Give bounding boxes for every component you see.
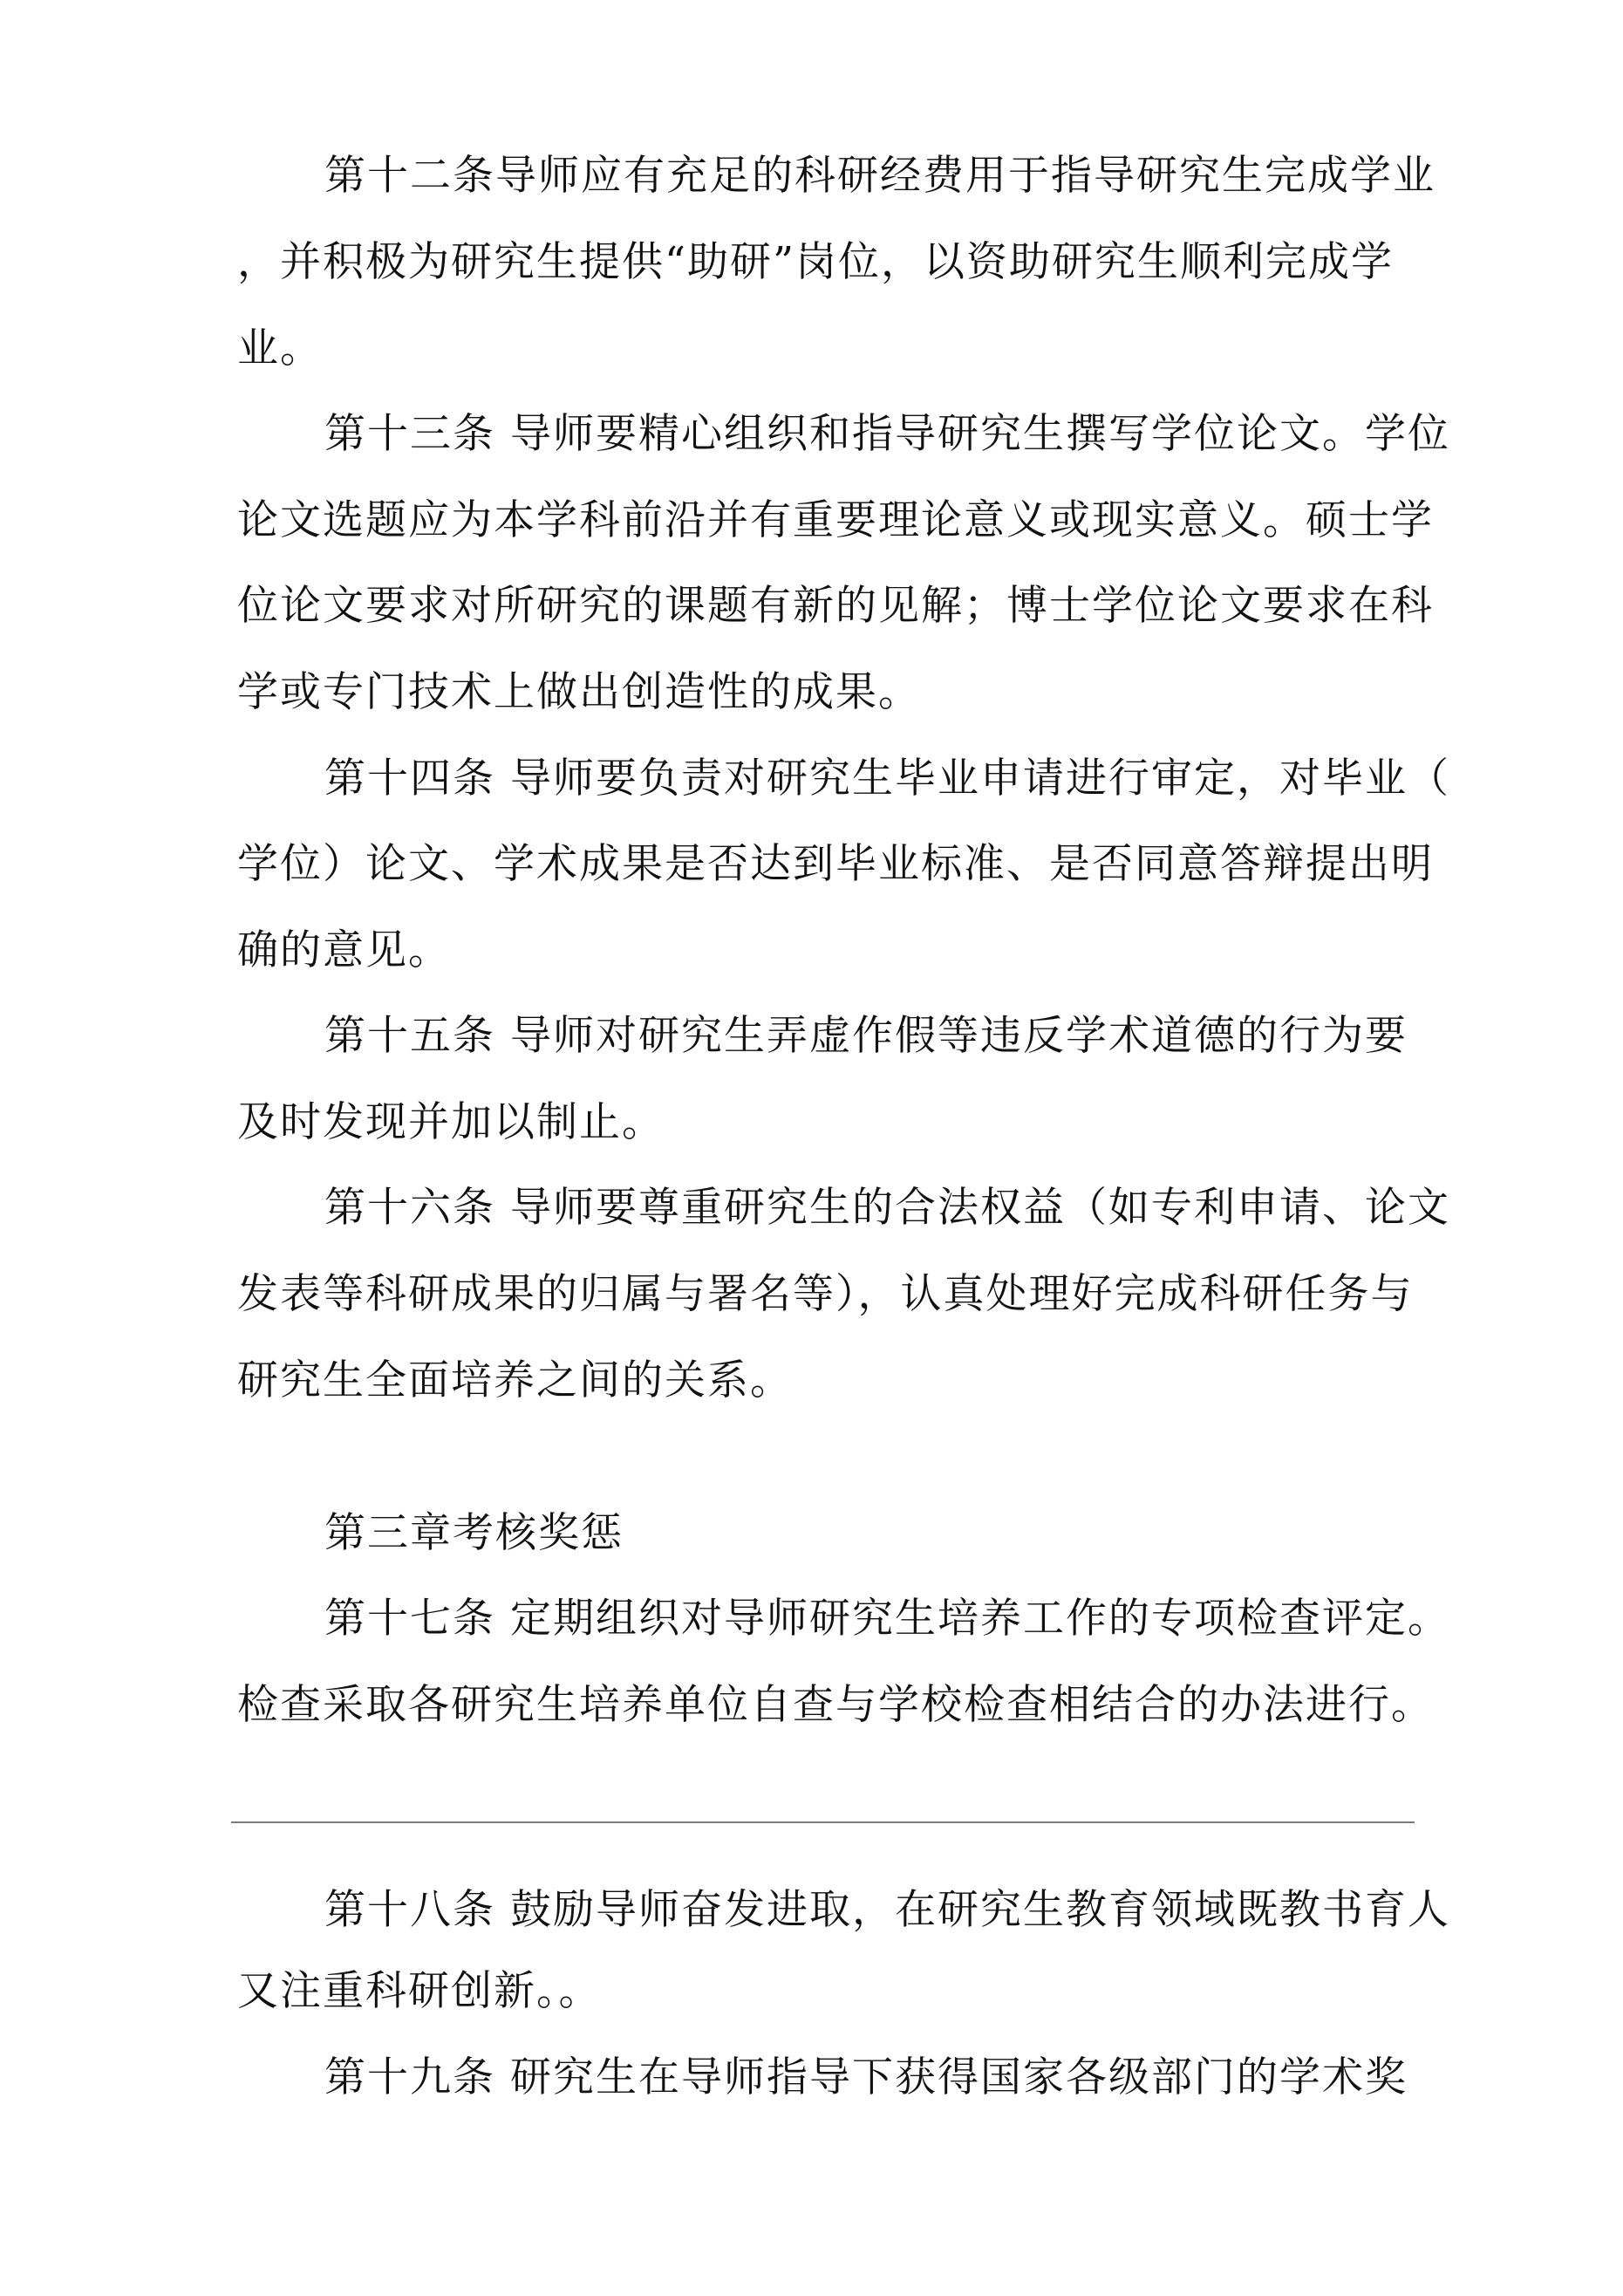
article-14-line-2: 学位）论文、学术成果是否达到毕业标准、是否同意答辩提出明 [237, 840, 1434, 888]
article-15-line-2: 及时发现并加以制止。 [237, 1098, 665, 1146]
article-13-line-1: 第十三条 导师要精心组织和指导研究生撰写学位论文。学位 [324, 410, 1450, 458]
article-13-line-3: 位论文要求对所研究的课题有新的见解；博士学位论文要求在科 [237, 582, 1434, 630]
article-18-line-1: 第十八条 鼓励导师奋发进取，在研究生教育领域既教书育人 [324, 1886, 1450, 1934]
article-16-line-3: 研究生全面培养之间的关系。 [237, 1356, 793, 1404]
article-16-line-1: 第十六条 导师要尊重研究生的合法权益（如专利申请、论文 [324, 1184, 1450, 1232]
article-14-line-3: 确的意见。 [237, 926, 451, 974]
article-19-line-1: 第十九条 研究生在导师指导下获得国家各级部门的学术奖 [324, 2053, 1408, 2101]
article-13-line-2: 论文选题应为本学科前沿并有重要理论意义或现实意义。硕士学 [237, 496, 1434, 544]
article-17-line-2: 检查采取各研究生培养单位自查与学校检查相结合的办法进行。 [237, 1681, 1434, 1729]
article-14-line-1: 第十四条 导师要负责对研究生毕业申请进行审定，对毕业（ [324, 755, 1450, 803]
article-13-line-4: 学或专门技术上做出创造性的成果。 [237, 668, 921, 716]
article-15-line-1: 第十五条 导师对研究生弄虚作假等违反学术道德的行为要 [324, 1012, 1408, 1060]
article-12-line-2: ，并积极为研究生提供“助研”岗位，以资助研究生顺利完成学 [237, 238, 1395, 286]
article-16-line-2: 发表等科研成果的归属与署名等），认真处理好完成科研任务与 [237, 1270, 1414, 1318]
article-12-line-3: 业。 [237, 325, 323, 372]
chapter-3-title: 第三章考核奖惩 [324, 1509, 624, 1557]
article-12-line-1: 第十二条导师应有充足的科研经费用于指导研究生完成学业 [324, 152, 1435, 200]
article-18-line-2: 又注重科研创新。。 [237, 1967, 602, 2015]
page-divider [231, 1821, 1415, 1823]
article-17-line-1: 第十七条 定期组织对导师研究生培养工作的专项检查评定。 [324, 1595, 1450, 1643]
